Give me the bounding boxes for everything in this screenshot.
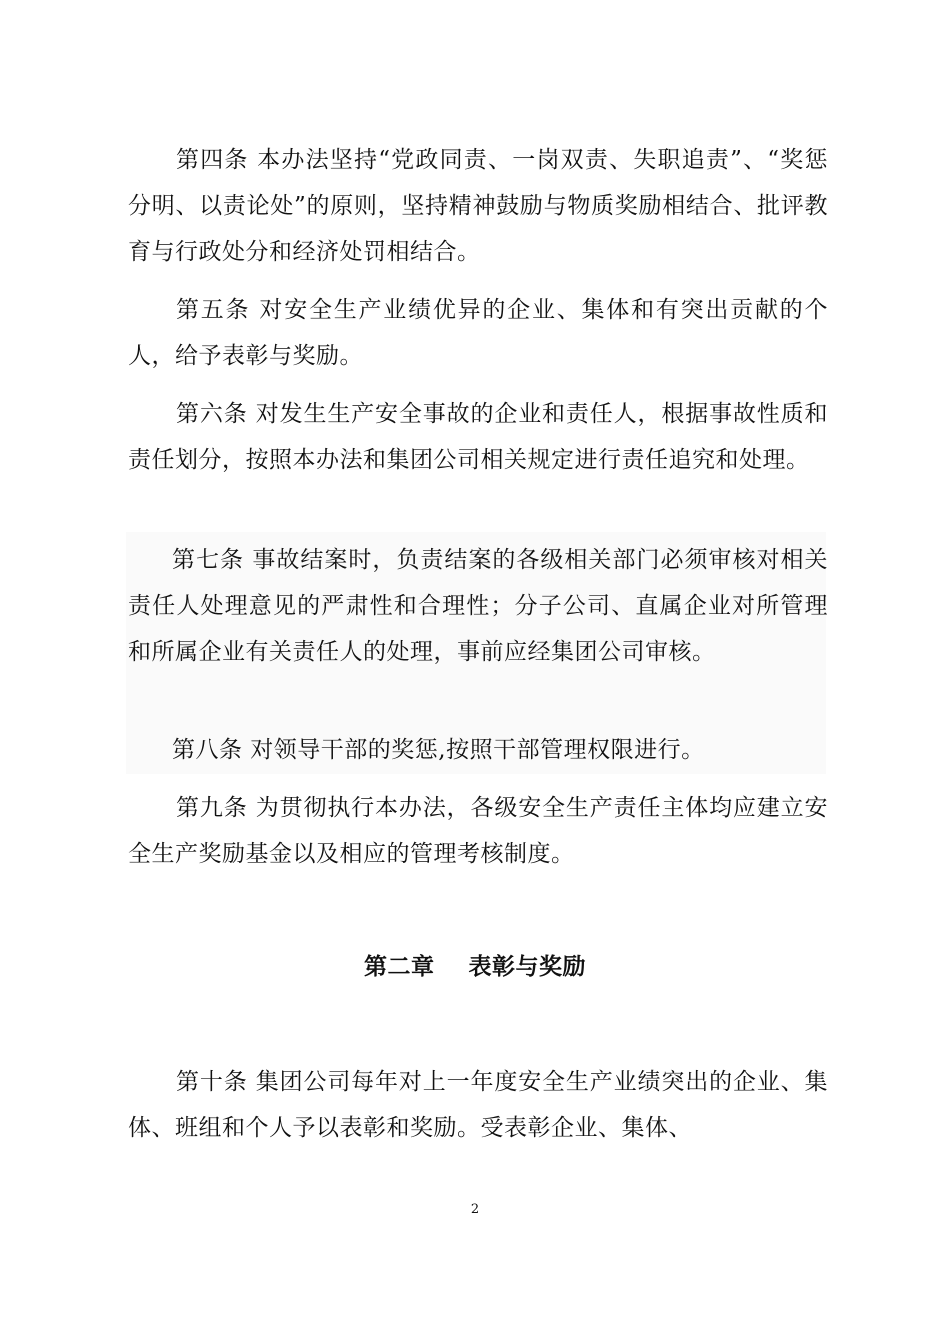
article-4-paragraph: 第四条 本办法坚持“党政同责、一岗双责、失职追责”、“奖惩分明、以责论处”的原则，坚持精神鼓励与物质奖励相结合、批评教育与行政处分和经济处罚相结合。 [128, 147, 828, 265]
article-6-paragraph: 第六条 对发生生产安全事故的企业和责任人，根据事故性质和责任划分，按照本办法和集团公司相关规定进行责任追究和处理。 [128, 401, 828, 473]
article-7-paragraph: 第七条 事故结案时，负责结案的各级相关部门必须审核对相关责任人处理意见的严肃性和合理性；分子公司、直属企业对所管理和所属企业有关责任人的处理，事前应经集团公司审核。 [128, 547, 828, 665]
article-8-paragraph: 第八条 对领导干部的奖惩,按照干部管理权限进行。 [172, 737, 705, 763]
article-5-paragraph: 第五条 对安全生产业绩优异的企业、集体和有突出贡献的个人，给予表彰与奖励。 [128, 297, 828, 369]
chapter-heading: 第二章 表彰与奖励 [363, 953, 587, 980]
article-9-paragraph: 第九条 为贯彻执行本办法，各级安全生产责任主体均应建立安全生产奖励基金以及相应的管理考核制度。 [128, 795, 828, 867]
article-10-paragraph: 第十条 集团公司每年对上一年度安全生产业绩突出的企业、集体、班组和个人予以表彰和奖励。受表彰企业、集体、 [128, 1069, 828, 1141]
page-number: 2 [470, 1202, 480, 1217]
